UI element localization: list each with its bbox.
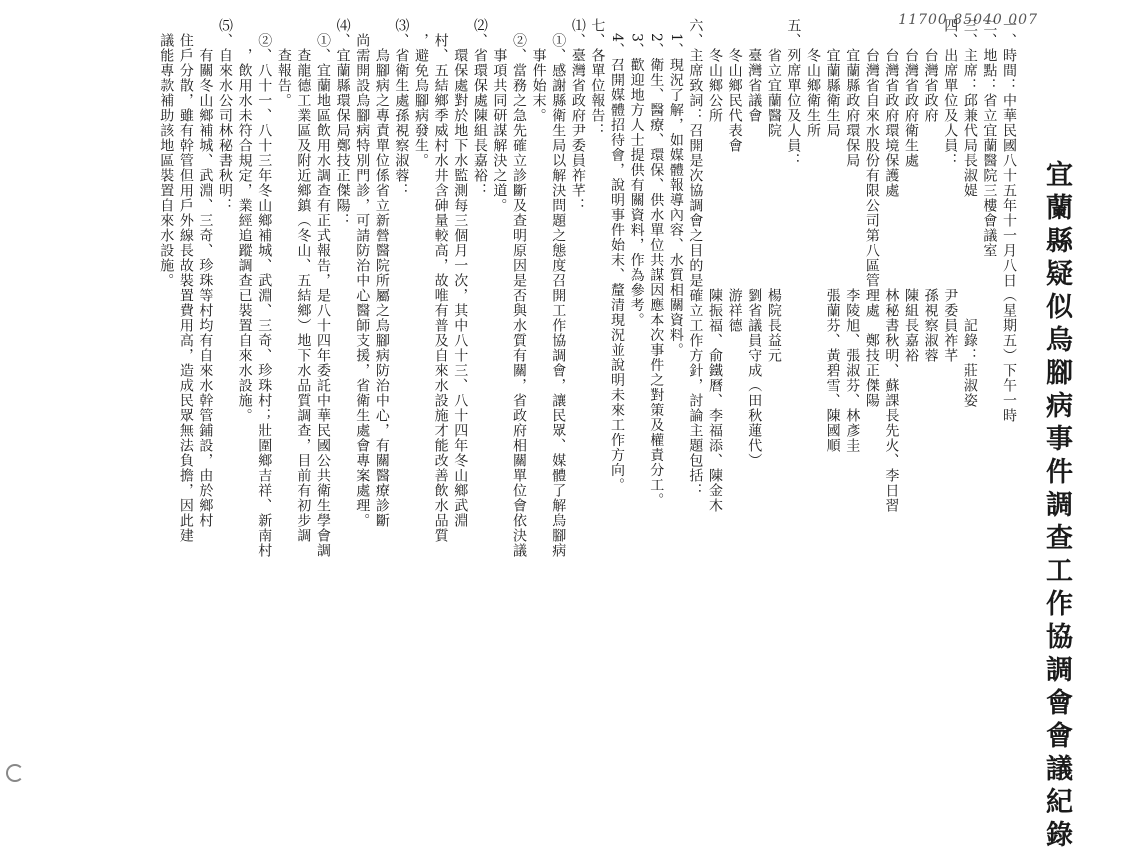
- minutes-line: 省立宜蘭醫院 楊院長益元: [765, 18, 782, 363]
- minutes-line: ①、宜蘭地區飲用水調查有正式報告，是八十四年委託中華民國公共衛生學會調: [315, 18, 331, 558]
- minutes-line: 冬山鄉衛生所: [805, 18, 821, 138]
- minutes-line: 4、召開媒體招待會，說明事件始末、釐清現況並說明未來工作方向。: [609, 18, 625, 493]
- minutes-line: 議能專款補助該地區裝置自來水設施。: [158, 18, 175, 288]
- minutes-line: 2、衛生、醫療、環保、供水單位共謀因應本次事件之對策及權責分工。: [648, 18, 665, 508]
- minutes-line: 五、列席單位及人員：: [785, 18, 802, 168]
- minutes-line: 七、各單位報告：: [589, 18, 606, 138]
- minutes-line: ，避免烏腳病發生。: [413, 18, 429, 168]
- minutes-line: ②、當務之急先確立診斷及查明原因是否與水質有關，省政府相關單位會依決議: [511, 18, 527, 558]
- minutes-line: 冬山鄉公所 陳振福、俞鐵曆、李福添、陳金木: [707, 18, 723, 513]
- minutes-line: 三、主席：邱兼代局長淑媞 記錄：莊淑姿: [961, 18, 978, 408]
- minutes-line: 有關冬山鄉補城、武淵、三奇、珍珠等村均有自來水幹管鋪設，由於鄉村: [197, 18, 214, 528]
- minutes-line: ⑴、臺灣省政府尹委員祚芊：: [569, 18, 586, 213]
- minutes-line: 宜蘭縣衛生局 張蘭芬、黃碧雪、陳國順: [824, 18, 841, 453]
- minutes-line: ，飲用水未符合規定，業經追蹤調查已裝置自來水設施。: [236, 18, 253, 423]
- minutes-line: 六、主席致詞：召開是次協調會之目的是確立工作方針，討論主題包括：: [687, 18, 704, 498]
- minutes-line: 一、時間：中華民國八十五年十一月八日（星期五）下午一時: [1001, 18, 1017, 423]
- minutes-line: 事項共同研謀解決之道。: [491, 18, 508, 213]
- minutes-line: 冬山鄉民代表會 游祥德: [726, 18, 743, 333]
- minutes-line: ⑸、自來水公司林秘書秋明：: [217, 18, 233, 213]
- minutes-line: 事件始末。: [530, 18, 547, 123]
- minutes-line: 村、五結鄉季威村水井含砷量較高，故唯有普及自來水設施才能改善飲水品質: [432, 18, 449, 543]
- minutes-line: ⑷、宜蘭縣環保局鄭技正傑陽：: [334, 18, 351, 228]
- minutes-line: ①、感謝縣衛生局以解決問題之態度召開工作協調會，讓民眾、媒體了解烏腳病: [550, 18, 567, 558]
- minutes-line: 環保處對於地下水監測每三個月一次，其中八十三、八十四年冬山鄉武淵: [452, 18, 469, 528]
- minutes-line: 二、地點：省立宜蘭醫院三樓會議室: [981, 18, 998, 258]
- minutes-line: 台灣省自來水股份有限公司第八區管理處 鄭技正傑陽: [863, 18, 880, 408]
- minutes-line: 1、現況了解，如媒體報導內容、水質相關資料。: [667, 18, 684, 358]
- minutes-line: 台灣省政府環境保護處 林秘書秋明、蘇課長先火、李日習: [883, 18, 900, 513]
- minutes-line: 尚需開設烏腳病特別門診，可請防治中心醫師支援，省衛生處會專案處理。: [354, 18, 371, 528]
- minutes-line: ②、八十一、八十三年冬山鄉補城、武淵、三奇、珍珠村；壯圍鄉吉祥、新南村: [256, 18, 273, 558]
- minutes-line: 烏腳病之專責單位係省立新營醫院所屬之烏腳病防治中心，有關醫療診斷: [373, 18, 390, 528]
- document-title: 宜蘭縣疑似烏腳病事件調查工作協調會會議紀錄: [1041, 160, 1072, 853]
- binding-hole-mark: [6, 764, 24, 782]
- minutes-line: 住戶分散，雖有幹管但用戶外線長故裝置費用高，造成民眾無法負擔，因此建: [177, 18, 194, 543]
- minutes-line: 3、歡迎地方人士提供有關資料，作為參考。: [628, 18, 645, 328]
- minutes-line: 查龍德工業區及附近鄉鎮（冬山、五結鄉）地下水品質調查，目前有初步調: [295, 18, 312, 543]
- minutes-line: 台灣省政府 孫視察淑蓉: [922, 18, 939, 363]
- minutes-line: 查報告。: [275, 18, 292, 108]
- minutes-line: 四、出席單位及人員： 尹委員祚芊: [942, 18, 959, 363]
- minutes-line: 台灣省政府衛生處 陳組長嘉裕: [903, 18, 919, 363]
- minutes-line: ⑵、省環保處陳組長嘉裕：: [471, 18, 488, 198]
- minutes-line: 臺灣省議會 劉省議員守成（田秋蓮代）: [746, 18, 763, 468]
- minutes-line: ⑶、省衛生處孫視察淑蓉：: [393, 18, 410, 198]
- minutes-line: 宜蘭縣政府環保局 李陵旭、張淑芬、林彥圭: [844, 18, 861, 453]
- document-reference-number: 11700 85040 007: [898, 12, 1038, 28]
